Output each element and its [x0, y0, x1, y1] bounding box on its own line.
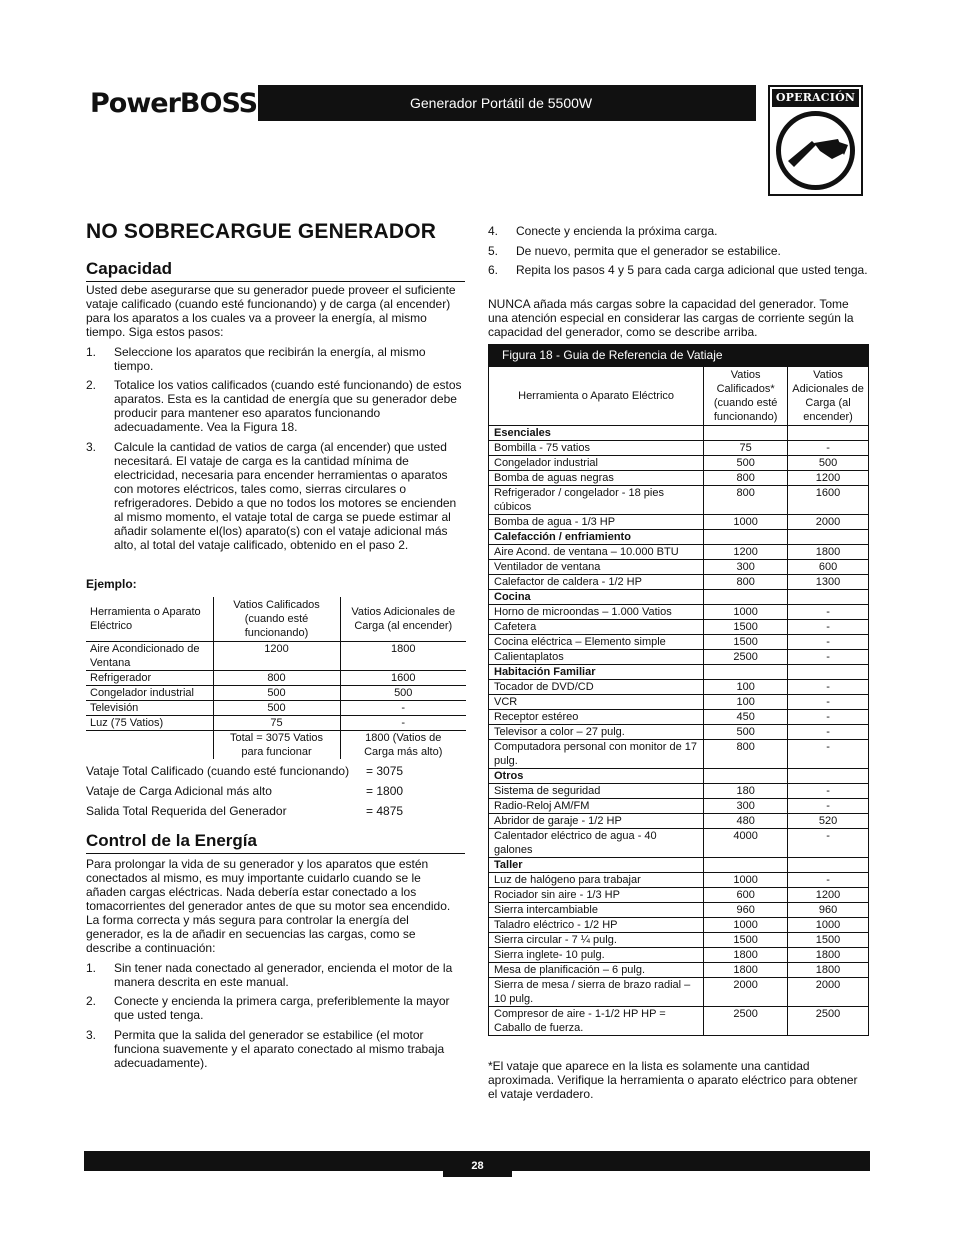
table-row: Taladro eléctrico - 1/2 HP 1000 1000: [489, 918, 869, 933]
list-item: 3. Calcule la cantidad de vatios de carga (al encender) que usted necesitará. El vataje de carga es la cantidad mínima de electricidad, necesaria para encender herramientas o aparatos con motores eléctricos, tales como, sierras circulares o refrigeradores. Debido a que no todos los motores se encienden al mismo momento, el vataje total de carga se puede estimar al añadir solamente el(los) aparato(s) con el vataje adicional más alto, al total del vataje calificado, obtenido en el paso 2.: [86, 440, 457, 552]
table-row: Televisor a color – 27 pulg. 500 -: [489, 725, 869, 740]
table-row: Computadora personal con monitor de 17 pulg. 800 -: [489, 740, 869, 769]
table-row: Aire Acond. de ventana – 10.000 BTU 1200 1800: [489, 545, 869, 560]
section-heading-capacidad: Capacidad: [86, 259, 172, 278]
list-item: 1. Sin tener nada conectado al generador, encienda el motor de la manera descrita en este manual.: [86, 961, 453, 989]
table-row: Abridor de garaje - 1/2 HP 480 520: [489, 814, 869, 829]
table-row: Calefactor de caldera - 1/2 HP 800 1300: [489, 575, 869, 590]
table-row: Sistema de seguridad 180 -: [489, 784, 869, 799]
table-row: Cafetera 1500 -: [489, 620, 869, 635]
table-row: Horno de microondas – 1.000 Vatios 1000 -: [489, 605, 869, 620]
section-badge: [768, 85, 863, 196]
list-item: 4. Conecte y encienda la próxima carga.: [488, 224, 718, 238]
total-output-value: = 4875: [366, 804, 404, 818]
table-total-row: Total = 3075 Vatios para funcionar 1800 (Vatios de Carga más alto): [86, 731, 466, 760]
list-item: 5. De nuevo, permita que el generador se estabilice.: [488, 244, 781, 258]
section-heading-control: Control de la Energía: [86, 831, 257, 850]
table-header-row: Herramienta o Aparato Eléctrico Vatios Calificados (cuando esté funcionando) Vatios Adicionales de Carga (al encender): [86, 597, 466, 642]
table-row: Luz (75 Vatios) 75 -: [86, 716, 466, 731]
list-item: 1. Seleccione los aparatos que recibirán la energía, al mismo tiempo.: [86, 345, 426, 373]
document-title: Generador Portátil de 5500W: [410, 95, 593, 111]
generator-operation-icon: [774, 109, 857, 192]
section-badge-label: OPERACIÓN: [772, 89, 859, 107]
table-row: Congelador industrial 500 500: [86, 686, 466, 701]
table-row: Sierra de mesa / sierra de brazo radial – 10 pulg. 2000 2000: [489, 978, 869, 1007]
table-row: Ventilador de ventana 300 600: [489, 560, 869, 575]
table-row: Bomba de aguas negras 800 1200: [489, 471, 869, 486]
table-section-row: Esenciales: [489, 426, 869, 441]
page-number: 28: [443, 1156, 512, 1177]
total-surge-label: Vataje de Carga Adicional más alto: [86, 784, 272, 798]
table-row: Calientaplatos 2500 -: [489, 650, 869, 665]
total-surge-value: = 1800: [366, 784, 404, 798]
table-row: Compresor de aire - 1-1/2 HP HP = Caballo de fuerza. 2500 2500: [489, 1007, 869, 1036]
table-row: Bomba de agua - 1/3 HP 1000 2000: [489, 515, 869, 530]
table-row: Receptor estéreo 450 -: [489, 710, 869, 725]
table-section-row: Otros: [489, 769, 869, 784]
table-row: Luz de halógeno para trabajar 1000 -: [489, 873, 869, 888]
list-item: 2. Conecte y encienda la primera carga, preferiblemente la mayor que usted tenga.: [86, 994, 450, 1022]
control-intro: Para prolongar la vida de su generador y los aparatos que estén conectados al mismo, es muy importante cuidarlo cuando se le añaden cargas eléctricas. Nada debería estar conectado a los tomacorrientes del generador antes de que su motor sea encendido. La forma correcta y más segura para controlar la energía del generador, es la de añadir en secuencias las cargas, como se describe a continuación:: [86, 857, 451, 955]
total-rated-label: Vataje Total Calificado (cuando esté funcionando): [86, 764, 350, 778]
brand-logo: PowerBOSS: [90, 88, 258, 119]
table-row: Congelador industrial 500 500: [489, 456, 869, 471]
list-item: 6. Repita los pasos 4 y 5 para cada carga adicional que usted tenga.: [488, 263, 868, 277]
total-output-label: Salida Total Requerida del Generador: [86, 804, 287, 818]
document-title-bar: [258, 85, 756, 121]
list-item: 3. Permita que la salida del generador se estabilice (el motor funciona suavemente y el aparato conectado al mismo trabaja adecuadamente).: [86, 1028, 445, 1070]
table-row: Televisión 500 -: [86, 701, 466, 716]
page-heading: NO SOBRECARGUE GENERADOR: [86, 220, 437, 243]
table-row: Sierra intercambiable 960 960: [489, 903, 869, 918]
table-row: Sierra inglete- 10 pulg. 1800 1800: [489, 948, 869, 963]
table-row: Rociador sin aire - 1/3 HP 600 1200: [489, 888, 869, 903]
table-row: Mesa de planificación – 6 pulg. 1800 1800: [489, 963, 869, 978]
total-rated-value: = 3075: [366, 764, 404, 778]
table-section-row: Taller: [489, 858, 869, 873]
table-section-row: Calefacción / enfriamiento: [489, 530, 869, 545]
example-label: Ejemplo:: [86, 577, 137, 591]
example-table: [86, 597, 466, 759]
capacidad-intro: Usted debe asegurarse que su generador puede proveer el suficiente vataje calificado (cuando esté funcionando) y de carga (al encender) para los aparatos a los cuales va a proveer la energía, al mismo tiempo. Siga estos pasos:: [86, 283, 456, 339]
table-row: Aire Acondicionado de Ventana 1200 1800: [86, 642, 466, 671]
wattage-reference-table: [488, 366, 869, 1036]
table-row: Sierra circular - 7 ¼ pulg. 1500 1500: [489, 933, 869, 948]
section-divider: [86, 281, 465, 282]
table-row: Radio-Reloj AM/FM 300 -: [489, 799, 869, 814]
table-row: Tocador de DVD/CD 100 -: [489, 680, 869, 695]
table-row: Bombilla - 75 vatios 75 -: [489, 441, 869, 456]
table-row: Calentador eléctrico de agua - 40 galones 4000 -: [489, 829, 869, 858]
table-row: Refrigerador / congelador - 18 pies cúbicos 800 1600: [489, 486, 869, 515]
table-row: Cocina eléctrica – Elemento simple 1500 -: [489, 635, 869, 650]
section-divider: [86, 853, 465, 854]
table-row: Refrigerador 800 1600: [86, 671, 466, 686]
table-header-row: Herramienta o Aparato Eléctrico Vatios Calificados* (cuando esté funcionando) Vatios Adicionales de Carga (al encender): [489, 367, 869, 426]
table-footnote: *El vataje que aparece en la lista es solamente una cantidad aproximada. Verifique la herramienta o aparato eléctrico para obtener el vataje verdadero.: [488, 1059, 858, 1101]
list-item: 2. Totalice los vatios calificados (cuando esté funcionando) de estos aparatos. Esta es la cantidad de energía que su generador debe producir para mantener eso aparatos funcionando adecuadamente. Vea la Figura 18.: [86, 378, 462, 434]
table-row: VCR 100 -: [489, 695, 869, 710]
table-section-row: Cocina: [489, 590, 869, 605]
figure-title: Figura 18 - Guia de Referencia de Vatiaje: [488, 344, 869, 366]
table-section-row: Habitación Familiar: [489, 665, 869, 680]
overload-warning: NUNCA añada más cargas sobre la capacidad del generador. Tome una atención especial en considerar las cargas de corriente según la capacidad del generador, como se describe arriba.: [488, 297, 854, 339]
